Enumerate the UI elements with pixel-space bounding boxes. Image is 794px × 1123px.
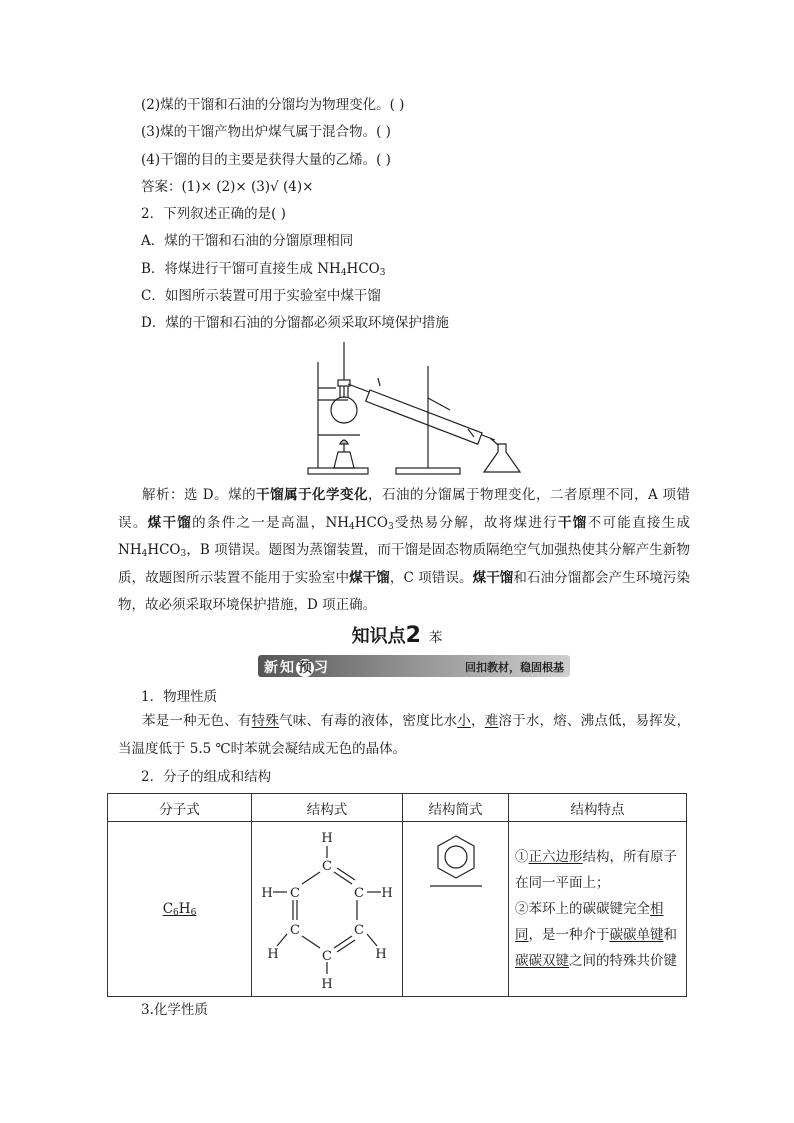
preview-banner: 新知 预 习 回扣教材，稳固根基 <box>258 655 570 677</box>
atom-c-upper-right: C <box>354 886 364 901</box>
atom-c-upper-left: C <box>290 886 300 901</box>
structure-table <box>107 793 687 997</box>
preview-circle-badge: 预 <box>298 660 312 676</box>
section-subtitle: 苯 <box>428 630 443 646</box>
benzene-simplified-formula <box>426 830 486 890</box>
benzene-structural-formula <box>257 824 397 994</box>
atom-c-lower-right: C <box>354 923 364 938</box>
atom-c-lower-left: C <box>290 923 300 938</box>
option-d: D．煤的干馏和石油的分馏都必须采取环境保护措施 <box>141 315 449 331</box>
physical-paragraph: 苯是一种无色、有特殊气味、有毒的液体，密度比水小，难溶于水，熔、沸点低，易挥发，当温度低于 5.5 ℃时苯就会凝结成无色的晶体。 <box>118 713 691 757</box>
atom-h-upper-left: H <box>261 886 273 901</box>
col-features: 结构特点 <box>509 794 687 822</box>
section-title: 知识点 <box>351 626 406 647</box>
col-simple: 结构简式 <box>403 794 509 822</box>
analysis-paragraph: 解析：选 D。煤的干馏属于化学变化，石油的分馏属于物理变化，二者原理不同，A 项错误。煤干馏的条件之一是高温，$NH_4HCO_3$受热易分解，故将煤进行干馏不可能直接生成 $NH_4HCO_3$，B 项错误。题图为蒸馏装置，而干馏是固态物质隔绝空气加强热使其分解产生新物质，故题图所示装置不能用于实验室中煤干馏，C 项错误。煤干馏和石油分馏都会产生环境污染物，故必须采取环境保护措施，D 项正确。 <box>118 487 691 613</box>
molecular-formula: $C_6H_6$ <box>108 822 252 997</box>
atom-h-bottom: H <box>321 977 333 992</box>
judge-item-3: (3)煤的干馏产物出炉煤气属于混合物。( ) <box>141 124 391 140</box>
col-formula: 分子式 <box>108 794 252 822</box>
physical-heading: 1．物理性质 <box>141 689 218 705</box>
option-c: C．如图所示装置可用于实验室中煤干馏 <box>141 288 381 304</box>
structure-features: ①正六边形结构，所有原子在同一平面上； ②苯环上的碳碳键完全相同，是一种介于碳碳单键和碳碳双键之间的特殊共价键 <box>509 822 687 997</box>
atom-h-upper-right: H <box>381 886 393 901</box>
banner-motto: 回扣教材，稳固根基 <box>465 661 564 674</box>
structure-heading: 2．分子的组成和结构 <box>141 769 272 785</box>
option-b: B．将煤进行干馏可直接生成 $NH_4HCO_3$ <box>141 261 386 278</box>
chemical-heading: 3.化学性质 <box>141 1002 208 1018</box>
judge-item-2: (2)煤的干馏和石油的分馏均为物理变化。( ) <box>141 97 405 113</box>
distillation-apparatus-figure <box>300 340 525 476</box>
section-heading <box>0 622 794 648</box>
question-2-stem: 2．下列叙述正确的是( ) <box>141 206 286 222</box>
atom-c-top: C <box>322 859 332 874</box>
col-structural: 结构式 <box>252 794 403 822</box>
answer-line: 答案：(1)× (2)× (3)√ (4)× <box>141 179 314 195</box>
atom-h-lower-left: H <box>267 947 279 962</box>
judge-item-4: (4)干馏的目的主要是获得大量的乙烯。( ) <box>141 152 391 168</box>
atom-h-lower-right: H <box>375 947 387 962</box>
atom-c-bottom: C <box>322 949 332 964</box>
section-number: 2 <box>405 623 421 648</box>
atom-h-top: H <box>321 831 333 846</box>
option-a: A．煤的干馏和石油的分馏原理相同 <box>141 233 354 249</box>
